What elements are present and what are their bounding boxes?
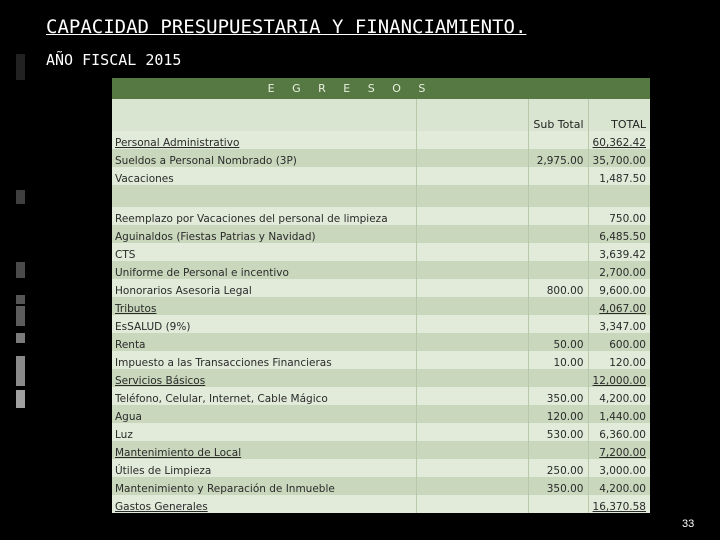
table-row	[112, 279, 650, 297]
row-total: 4,200.00	[588, 387, 650, 405]
row-blank-cell	[416, 459, 528, 477]
row-total: 120.00	[588, 351, 650, 369]
row-total: 1,440.00	[588, 405, 650, 423]
row-total: 9,600.00	[588, 279, 650, 297]
row-label: EsSALUD (9%)	[112, 315, 416, 333]
column-header-label	[112, 99, 416, 131]
row-blank-cell	[416, 315, 528, 333]
row-total: 6,485.50	[588, 225, 650, 243]
row-total: 4,067.00	[588, 297, 650, 315]
row-label: Mantenimiento de Local	[112, 441, 416, 459]
row-total: 7,200.00	[588, 441, 650, 459]
row-subtotal	[528, 441, 588, 459]
row-label: Renta	[112, 333, 416, 351]
row-blank-cell	[416, 207, 528, 225]
row-total: 3,639.42	[588, 243, 650, 261]
row-blank-cell	[416, 131, 528, 149]
column-header-subtotal: Sub Total	[528, 99, 588, 131]
row-subtotal	[528, 261, 588, 279]
row-total: 60,362.42	[588, 131, 650, 149]
row-subtotal: 800.00	[528, 279, 588, 297]
row-blank-cell	[416, 279, 528, 297]
column-header-blank	[416, 99, 528, 131]
decorative-bar	[16, 390, 25, 408]
decorative-bar	[16, 54, 25, 80]
row-total: 35,700.00	[588, 149, 650, 167]
table-row	[112, 351, 650, 369]
budget-table-container	[112, 78, 650, 540]
row-subtotal: 2,975.00	[528, 149, 588, 167]
table-row	[112, 243, 650, 261]
table-row	[112, 369, 650, 387]
row-subtotal	[528, 315, 588, 333]
row-subtotal	[528, 495, 588, 513]
row-total: 750.00	[588, 207, 650, 225]
row-subtotal: 350.00	[528, 387, 588, 405]
row-total: 12,000.00	[588, 369, 650, 387]
table-row	[112, 167, 650, 185]
row-blank-cell	[416, 441, 528, 459]
row-total: 16,370.58	[588, 495, 650, 513]
row-label: Mantenimiento y Reparación de Inmueble	[112, 477, 416, 495]
row-blank-cell	[416, 477, 528, 495]
budget-table	[112, 78, 650, 513]
table-row	[112, 387, 650, 405]
table-row	[112, 441, 650, 459]
table-row	[112, 261, 650, 279]
row-label: Útiles de Limpieza	[112, 459, 416, 477]
decorative-bar	[16, 356, 25, 386]
row-subtotal	[528, 297, 588, 315]
row-total: 3,000.00	[588, 459, 650, 477]
row-label: CTS	[112, 243, 416, 261]
row-blank-cell	[416, 261, 528, 279]
row-total: 4,200.00	[588, 477, 650, 495]
row-label: Sueldos a Personal Nombrado (3P)	[112, 149, 416, 167]
section-header-row	[112, 78, 650, 99]
row-label: Agua	[112, 405, 416, 423]
table-row	[112, 297, 650, 315]
table-row	[112, 185, 650, 207]
row-label: Aguinaldos (Fiestas Patrias y Navidad)	[112, 225, 416, 243]
row-label: Servicios Básicos	[112, 369, 416, 387]
row-total: 1,487.50	[588, 167, 650, 185]
row-blank-cell	[416, 351, 528, 369]
table-row	[112, 207, 650, 225]
row-blank-cell	[416, 423, 528, 441]
row-subtotal	[528, 369, 588, 387]
row-label: Impuesto a las Transacciones Financieras	[112, 351, 416, 369]
section-header-fill	[588, 78, 650, 99]
row-blank-cell	[416, 225, 528, 243]
row-label: Vacaciones	[112, 167, 416, 185]
decorative-bar	[16, 306, 25, 326]
row-subtotal: 350.00	[528, 477, 588, 495]
row-blank-cell	[416, 167, 528, 185]
row-subtotal: 120.00	[528, 405, 588, 423]
section-header: E G R E S O S	[112, 78, 588, 99]
column-header-row	[112, 99, 650, 131]
row-total: 2,700.00	[588, 261, 650, 279]
row-blank-cell	[416, 495, 528, 513]
row-label: Luz	[112, 423, 416, 441]
row-blank-cell	[416, 369, 528, 387]
row-total	[588, 185, 650, 207]
slide-title: CAPACIDAD PRESUPUESTARIA Y FINANCIAMIENTO.	[46, 16, 527, 38]
row-subtotal: 530.00	[528, 423, 588, 441]
decorative-bar	[16, 190, 25, 204]
slide-subtitle: AÑO FISCAL 2015	[46, 51, 182, 69]
row-label: Gastos Generales	[112, 495, 416, 513]
row-subtotal	[528, 131, 588, 149]
table-row	[112, 315, 650, 333]
table-row	[112, 477, 650, 495]
row-total: 3,347.00	[588, 315, 650, 333]
decorative-bar	[16, 333, 25, 343]
row-blank-cell	[416, 297, 528, 315]
row-subtotal: 250.00	[528, 459, 588, 477]
row-subtotal	[528, 207, 588, 225]
row-total: 6,360.00	[588, 423, 650, 441]
row-subtotal	[528, 243, 588, 261]
row-label: Tributos	[112, 297, 416, 315]
table-row	[112, 149, 650, 167]
row-label: Personal Administrativo	[112, 131, 416, 149]
row-blank-cell	[416, 243, 528, 261]
decorative-bar	[16, 262, 25, 278]
table-row	[112, 459, 650, 477]
table-row	[112, 131, 650, 149]
column-header-total: TOTAL	[588, 99, 650, 131]
table-row	[112, 423, 650, 441]
row-subtotal	[528, 167, 588, 185]
row-label: Uniforme de Personal e incentivo	[112, 261, 416, 279]
row-subtotal	[528, 225, 588, 243]
row-blank-cell	[416, 149, 528, 167]
row-blank-cell	[416, 405, 528, 423]
table-row	[112, 225, 650, 243]
row-blank-cell	[416, 185, 528, 207]
table-row	[112, 333, 650, 351]
table-row	[112, 405, 650, 423]
row-label	[112, 185, 416, 207]
table-row	[112, 495, 650, 513]
row-subtotal	[528, 185, 588, 207]
row-label: Honorarios Asesoria Legal	[112, 279, 416, 297]
row-blank-cell	[416, 333, 528, 351]
row-label: Teléfono, Celular, Internet, Cable Mágico	[112, 387, 416, 405]
row-label: Reemplazo por Vacaciones del personal de limpieza	[112, 207, 416, 225]
row-subtotal: 50.00	[528, 333, 588, 351]
row-subtotal: 10.00	[528, 351, 588, 369]
row-blank-cell	[416, 387, 528, 405]
decorative-bar	[16, 295, 25, 304]
row-total: 600.00	[588, 333, 650, 351]
page-number: 33	[682, 518, 695, 530]
